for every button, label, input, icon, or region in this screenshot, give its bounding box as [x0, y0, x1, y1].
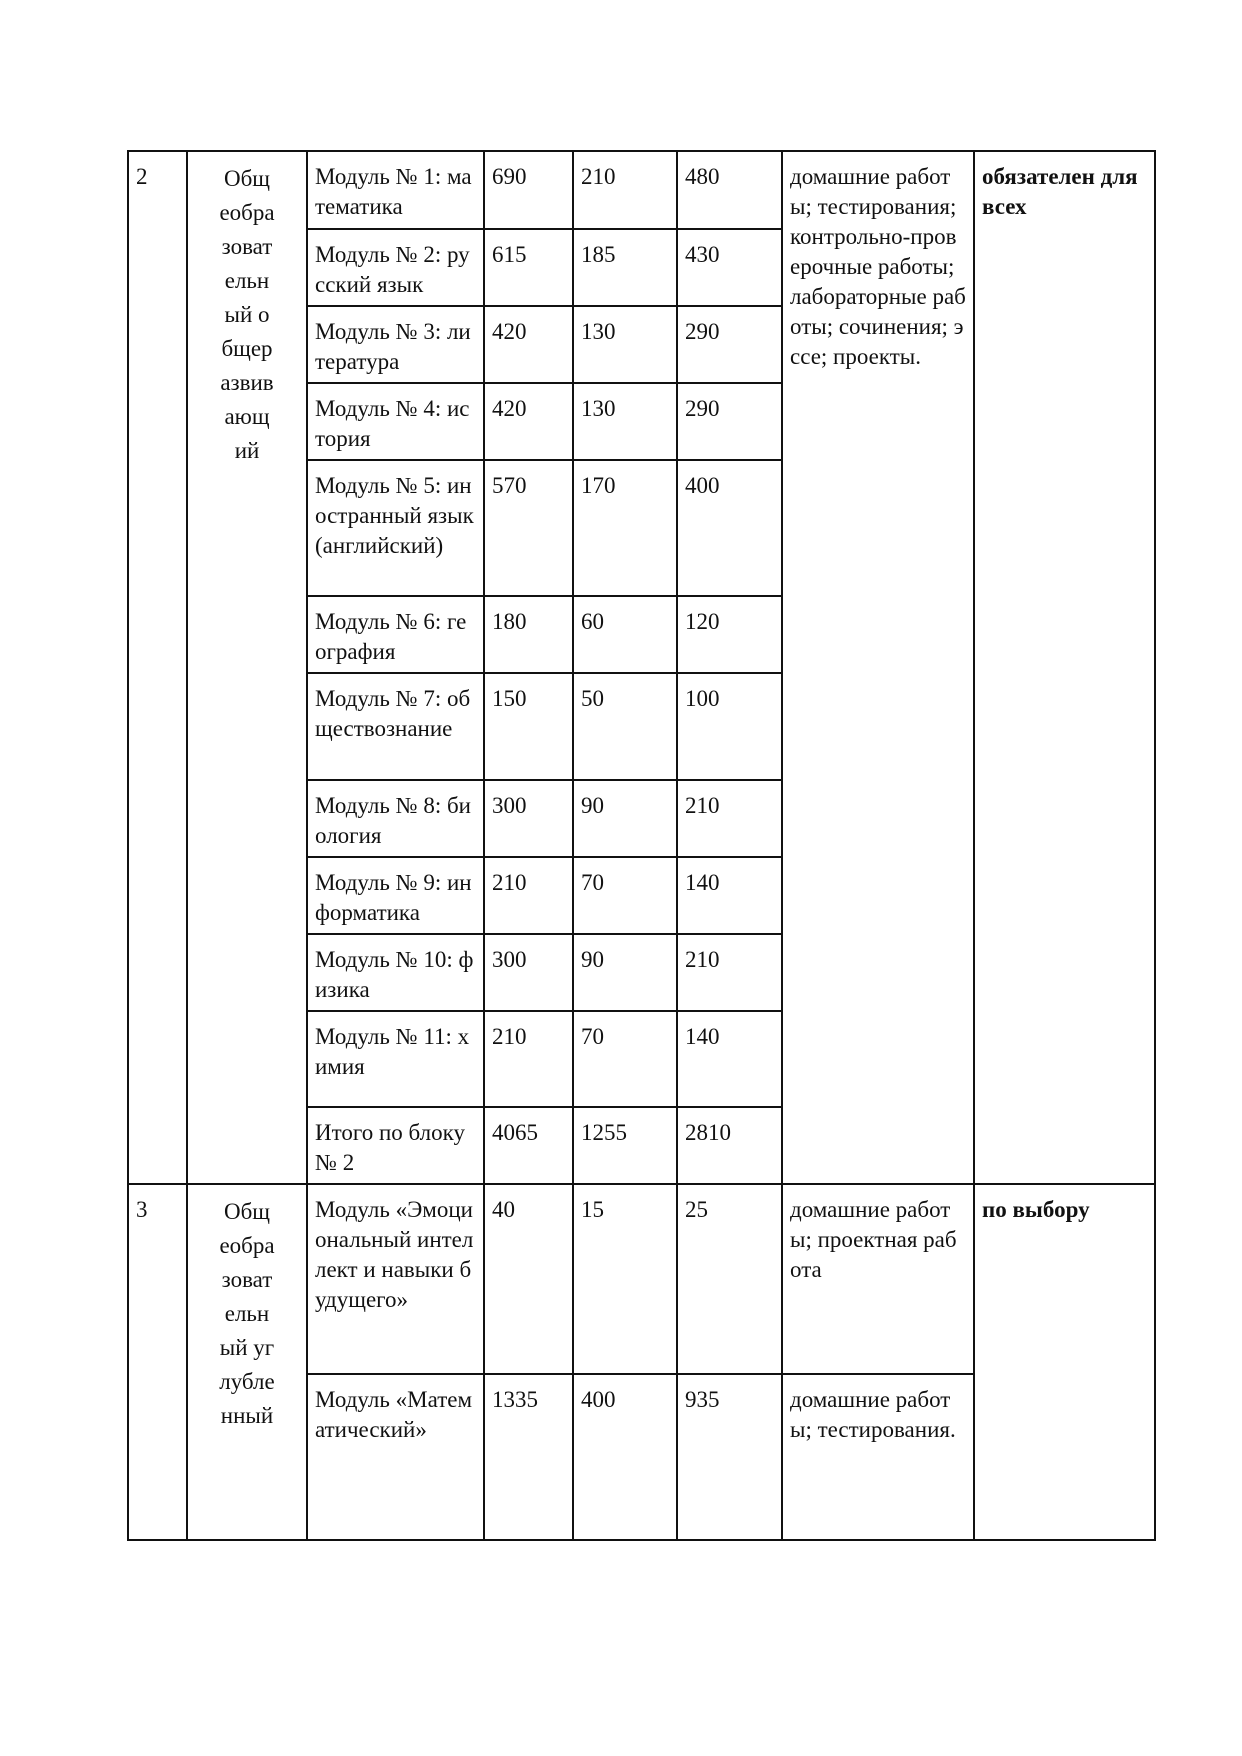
hours-independent: 140: [677, 1011, 782, 1107]
module-name: Модуль № 11: химия: [307, 1011, 484, 1107]
hours-classroom: 170: [573, 460, 677, 596]
hours-independent: 100: [677, 673, 782, 780]
hours-total: 570: [484, 460, 573, 596]
hours-classroom: 90: [573, 934, 677, 1011]
module-name: Модуль № 6: география: [307, 596, 484, 673]
module-name: Модуль № 8: биология: [307, 780, 484, 857]
hours-classroom: 130: [573, 383, 677, 460]
block-number: 3: [128, 1184, 187, 1540]
block-name: Общеобразовательный общеразвивающий: [187, 151, 307, 1184]
table-row: [128, 151, 1155, 229]
module-name: Модуль № 4: история: [307, 383, 484, 460]
hours-classroom: 1255: [573, 1107, 677, 1184]
hours-independent: 430: [677, 229, 782, 306]
hours-total: 1335: [484, 1374, 573, 1540]
hours-classroom: 210: [573, 151, 677, 229]
total-label: Итого по блоку № 2: [307, 1107, 484, 1184]
hours-total: 420: [484, 383, 573, 460]
block-name: Общеобразовательный углубленный: [187, 1184, 307, 1540]
hours-classroom: 90: [573, 780, 677, 857]
block-status: по выбору: [974, 1184, 1155, 1540]
hours-total: 615: [484, 229, 573, 306]
hours-independent: 400: [677, 460, 782, 596]
hours-classroom: 70: [573, 857, 677, 934]
hours-total: 300: [484, 934, 573, 1011]
table-row: [128, 1184, 1155, 1374]
module-name: Модуль № 3: литература: [307, 306, 484, 383]
module-name: Модуль «Математический»: [307, 1374, 484, 1540]
hours-classroom: 50: [573, 673, 677, 780]
hours-total: 420: [484, 306, 573, 383]
block-number: 2: [128, 151, 187, 1184]
hours-total: 300: [484, 780, 573, 857]
hours-classroom: 185: [573, 229, 677, 306]
hours-total: 40: [484, 1184, 573, 1374]
hours-classroom: 130: [573, 306, 677, 383]
hours-independent: 120: [677, 596, 782, 673]
hours-classroom: 400: [573, 1374, 677, 1540]
hours-independent: 210: [677, 780, 782, 857]
hours-independent: 290: [677, 383, 782, 460]
hours-independent: 935: [677, 1374, 782, 1540]
module-name: Модуль № 10: физика: [307, 934, 484, 1011]
hours-total: 690: [484, 151, 573, 229]
hours-classroom: 15: [573, 1184, 677, 1374]
hours-total: 210: [484, 1011, 573, 1107]
hours-total: 4065: [484, 1107, 573, 1184]
hours-total: 150: [484, 673, 573, 780]
module-name: Модуль № 2: русский язык: [307, 229, 484, 306]
module-name: Модуль № 5: иностранный язык (английский): [307, 460, 484, 596]
hours-total: 180: [484, 596, 573, 673]
hours-independent: 25: [677, 1184, 782, 1374]
hours-independent: 140: [677, 857, 782, 934]
control-forms: домашние работы; проектная работа: [782, 1184, 974, 1374]
hours-classroom: 70: [573, 1011, 677, 1107]
hours-independent: 290: [677, 306, 782, 383]
hours-independent: 2810: [677, 1107, 782, 1184]
hours-classroom: 60: [573, 596, 677, 673]
hours-total: 210: [484, 857, 573, 934]
control-forms: домашние работы; тестирования.: [782, 1374, 974, 1540]
hours-independent: 210: [677, 934, 782, 1011]
control-forms: домашние работы; тестирования; контрольно-проверочные работы; лабораторные работы; сочинения; эссе; проекты.: [782, 151, 974, 1184]
block-status: обязателен для всех: [974, 151, 1155, 1184]
module-name: Модуль № 1: математика: [307, 151, 484, 229]
curriculum-table: [127, 150, 1156, 1541]
module-name: Модуль № 9: информатика: [307, 857, 484, 934]
hours-independent: 480: [677, 151, 782, 229]
module-name: Модуль № 7: обществознание: [307, 673, 484, 780]
module-name: Модуль «Эмоциональный интеллект и навыки будущего»: [307, 1184, 484, 1374]
